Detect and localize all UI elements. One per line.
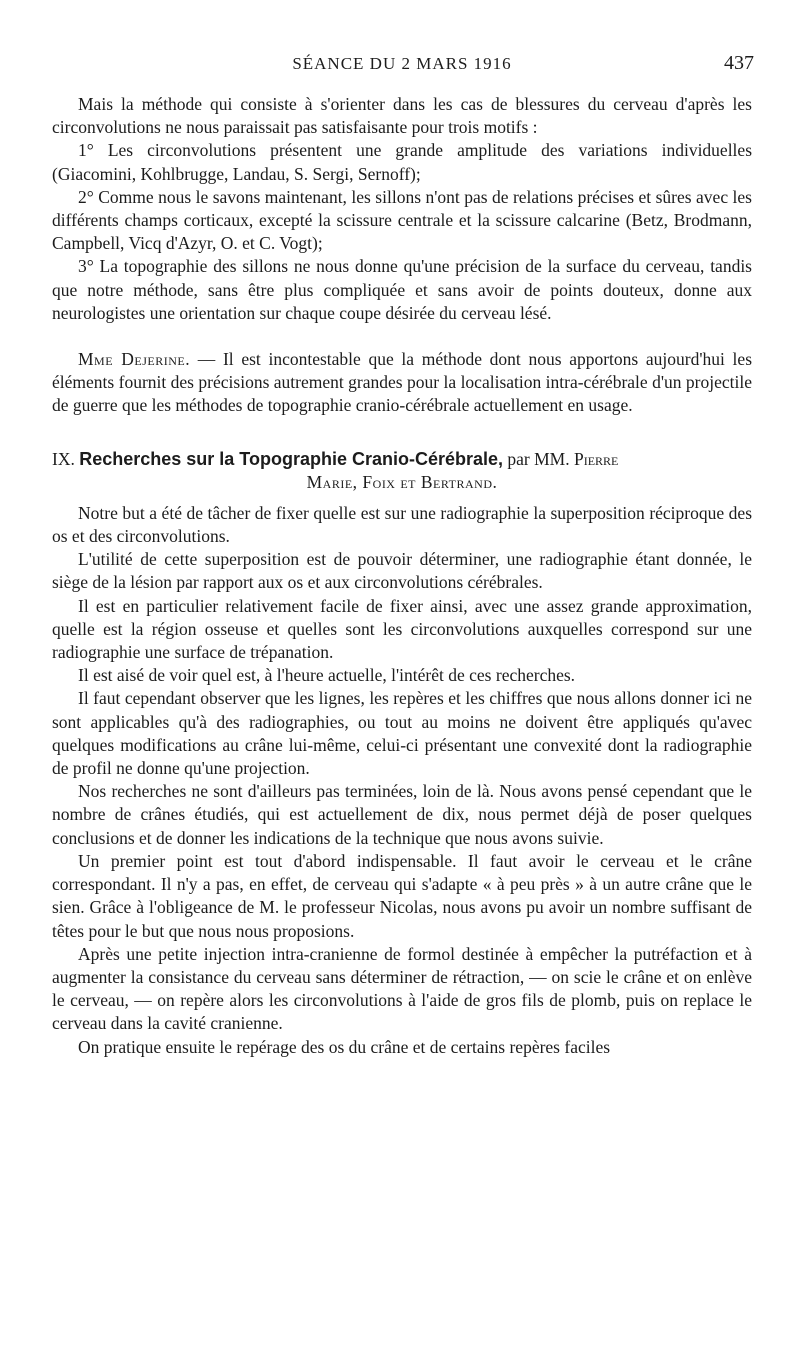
section-by: par MM. — [507, 448, 570, 469]
spacer — [52, 325, 752, 348]
running-head: SÉANCE DU 2 MARS 1916 — [292, 54, 512, 73]
page-header — [50, 50, 754, 80]
section-number: IX. — [52, 448, 75, 469]
section-heading — [52, 448, 752, 471]
page-number: 437 — [724, 52, 754, 74]
paragraph: Après une petite injection intra-cranienne de formol destinée à empêcher la putréfaction et à augmenter la consistance du cerveau sans déterminer de rétraction, — on scie le crâne et on enlève le cerveau, — on repère alors les circonvolutions à l'aide de gros fils de plomb, puis on replace le cerveau dans la cavité cranienne. — [52, 943, 752, 1034]
section-authors: Marie, Foix et Bertrand. — [306, 471, 498, 492]
body-text — [52, 93, 752, 1059]
paragraph: L'utilité de cette superposition est de pouvoir déterminer, une radiographie étant donnée, le siège de la lésion par rapport aux os et aux circonvolutions cérébrales. — [52, 549, 752, 593]
paragraph: 3° La topographie des sillons ne nous donne qu'une précision de la surface du cerveau, tandis que notre méthode, sans être plus compliquée et sans avoir de points douteux, donne aux neurologistes une orientation sur chaque coupe désirée du cerveau lésé. — [52, 256, 752, 323]
paragraph: 1° Les circonvolutions présentent une grande amplitude des variations individuelles (Giacomini, Kohlbrugge, Landau, S. Sergi, Sernoff); — [52, 140, 752, 184]
section-author-first: Pierre — [573, 448, 619, 469]
paragraph: Notre but a été de tâcher de fixer quelle est sur une radiographie la superposition réciproque des os et des circonvolutions. — [52, 502, 752, 547]
paragraph: 2° Comme nous le savons maintenant, les sillons n'ont pas de relations précises et sûres avec les différents champs corticaux, excepté la scissure centrale et la scissure calcarine (Betz, Brodmann, Campbell, Vicq d'Azyr, O. et C. Vogt); — [52, 186, 752, 254]
remark-text: — Il est incontestable que la méthode dont nous apportons aujourd'hui les éléments fournit des précisions autrement grandes pour la localisation intra-cérébrale d'un projectile de guerre que les méthodes de topographie cranio-cérébrale actuellement en usage. — [52, 349, 753, 416]
paragraph: Nos recherches ne sont d'ailleurs pas terminées, loin de là. Nous avons pensé cependant que le nombre de crânes étudiés, qui est actuellement de dix, nous permet déjà de poser quelques conclusions et de donner les indications de la technique que nous avons suivie. — [52, 781, 752, 848]
paragraph: Mais la méthode qui consiste à s'orienter dans les cas de blessures du cerveau d'après les circonvolutions ne nous paraissait pas satisfaisante pour trois motifs : — [52, 94, 752, 138]
paragraph: Un premier point est tout d'abord indispensable. Il faut avoir le cerveau et le crâne correspondant. Il n'y a pas, en effet, de cerveau qui s'adapte « à peu près » à un autre crâne que le sien. Grâce à l'obligeance de M. le professeur Nicolas, nous avons pu avoir un nombre suffisant de têtes pour le but que nous nous proposions. — [52, 850, 752, 941]
remark-speaker: Mme Dejerine. — [78, 349, 191, 370]
paragraph: Il est aisé de voir quel est, à l'heure actuelle, l'intérêt de ces recherches. — [78, 665, 576, 686]
remark-paragraph — [52, 348, 752, 418]
section-title: Recherches sur la Topographie Cranio-Cérébrale, — [79, 448, 504, 469]
paragraph: On pratique ensuite le repérage des os du crâne et de certains repères faciles — [78, 1036, 611, 1057]
spacer — [52, 418, 752, 448]
paragraph: Il faut cependant observer que les lignes, les repères et les chiffres que nous allons donner ici ne sont applicables qu'à des radiographies, ou tout au moins ne doivent être appliqués qu'avec quelques modifications au crâne lui-même, celui-ci présentant une convexité dont la radiographie de profil ne donne qu'une projection. — [52, 688, 752, 779]
paragraph: Il est en particulier relativement facile de fixer ainsi, avec une assez grande approximation, quelle est la région osseuse et quelles sont les circonvolutions auxquelles correspond sur une radiographie une surface de trépanation. — [52, 595, 752, 663]
